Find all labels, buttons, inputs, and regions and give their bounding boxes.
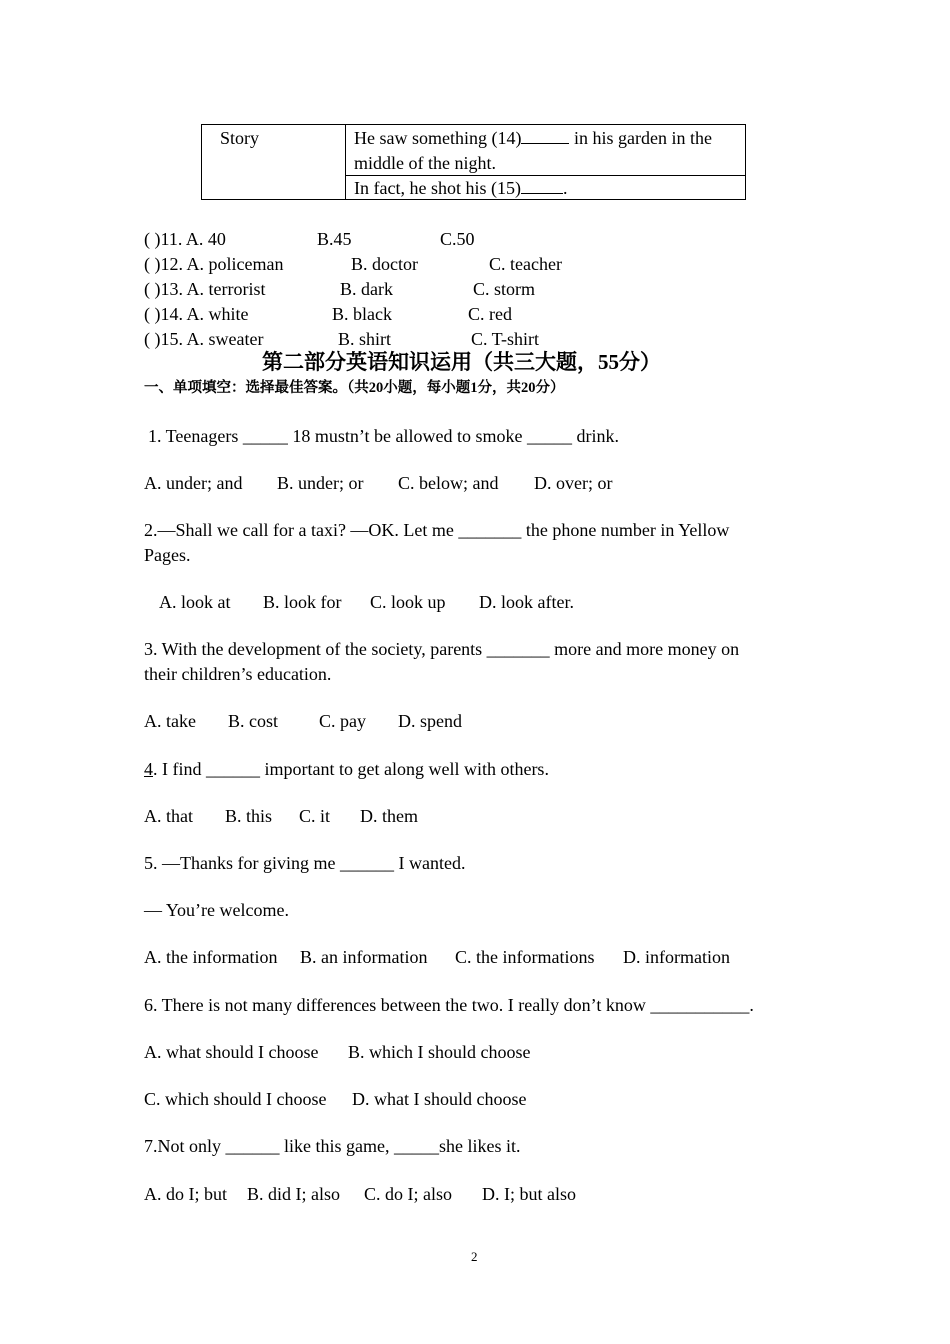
q4-option-b: B. this	[225, 806, 273, 826]
q1-option-a: A. under; and	[144, 473, 243, 493]
q3-option-b: B. cost	[228, 711, 279, 731]
option-q11-b: B.45	[317, 229, 352, 249]
q6-option-d: D. what I should choose	[352, 1089, 527, 1109]
table-divider-horizontal	[345, 175, 745, 176]
q5-option-b: B. an information	[300, 947, 428, 967]
question-5-line2: — You’re welcome.	[144, 900, 289, 920]
table-row1-line2: middle of the night.	[354, 153, 496, 173]
q2-option-d: D. look after.	[479, 592, 574, 612]
option-q15-c: C. T-shirt	[471, 329, 540, 349]
page-number: 2	[471, 1249, 478, 1264]
option-q12-c: C. teacher	[489, 254, 562, 274]
q5-option-a: A. the information	[144, 947, 278, 967]
story-table	[201, 124, 746, 200]
q7-option-a: A. do I; but	[144, 1184, 227, 1204]
q7-option-c: C. do I; also	[364, 1184, 452, 1204]
q7-option-d: D. I; but also	[482, 1184, 576, 1204]
table-row2: In fact, he shot his (15) .	[354, 178, 568, 198]
q3-option-c: C. pay	[319, 711, 366, 731]
q7-option-b: B. did I; also	[247, 1184, 340, 1204]
question-3-line2: their children’s education.	[144, 664, 332, 684]
q3-option-a: A. take	[144, 711, 196, 731]
section-title: 一、单项填空：选择最佳答案。（共20小题，每小题1分，共20分）	[144, 380, 565, 396]
q1-option-d: D. over; or	[534, 473, 613, 493]
option-q11: ( )11. A. 40	[144, 229, 226, 249]
q4-option-d: D. them	[360, 806, 418, 826]
option-q14-c: C. red	[468, 304, 512, 324]
option-q12: ( )12. A. policeman	[144, 254, 284, 274]
option-q15-b: B. shirt	[338, 329, 392, 349]
q1-option-b: B. under; or	[277, 473, 364, 493]
question-4: 4. I find ______ important to get along well with others.	[144, 759, 549, 779]
q2-option-a: A. look at	[159, 592, 231, 612]
question-3-line1: 3. With the development of the society, parents _______ more and more money on	[144, 639, 740, 659]
q6-option-a: A. what should I choose	[144, 1042, 319, 1062]
option-q13: ( )13. A. terrorist	[144, 279, 266, 299]
q6-option-c: C. which should I choose	[144, 1089, 327, 1109]
q4-option-a: A. that	[144, 806, 193, 826]
option-q14: ( )14. A. white	[144, 304, 249, 324]
table-row-label: Story	[220, 128, 260, 148]
q3-option-d: D. spend	[398, 711, 462, 731]
table-divider-vertical	[345, 125, 346, 199]
answer-blank	[521, 127, 569, 144]
question-7: 7.Not only ______ like this game, _____she likes it.	[144, 1136, 521, 1156]
option-q13-c: C. storm	[473, 279, 536, 299]
q2-option-c: C. look up	[370, 592, 446, 612]
q1-option-c: C. below; and	[398, 473, 499, 493]
question-2-line2: Pages.	[144, 545, 191, 565]
q4-option-c: C. it	[299, 806, 331, 826]
option-q12-b: B. doctor	[351, 254, 418, 274]
question-1: 1. Teenagers _____ 18 mustn’t be allowed to smoke _____ drink.	[148, 426, 620, 446]
option-q11-c: C.50	[440, 229, 475, 249]
q2-option-b: B. look for	[263, 592, 342, 612]
q5-option-d: D. information	[623, 947, 730, 967]
option-q15: ( )15. A. sweater	[144, 329, 264, 349]
table-row1-line1: He saw something (14) in his garden in the	[354, 128, 712, 148]
option-q13-b: B. dark	[340, 279, 393, 299]
question-2-line1: 2.—Shall we call for a taxi? —OK. Let me _______ the phone number in Yellow	[144, 520, 730, 540]
question-6: 6. There is not many differences between the two. I really don’t know ___________.	[144, 995, 754, 1015]
part-title: 第二部分英语知识运用（共三大题，55分）	[262, 350, 661, 374]
question-5-line1: 5. —Thanks for giving me ______ I wanted.	[144, 853, 466, 873]
q6-option-b: B. which I should choose	[348, 1042, 531, 1062]
answer-blank	[521, 177, 563, 194]
option-q14-b: B. black	[332, 304, 392, 324]
q5-option-c: C. the informations	[455, 947, 595, 967]
